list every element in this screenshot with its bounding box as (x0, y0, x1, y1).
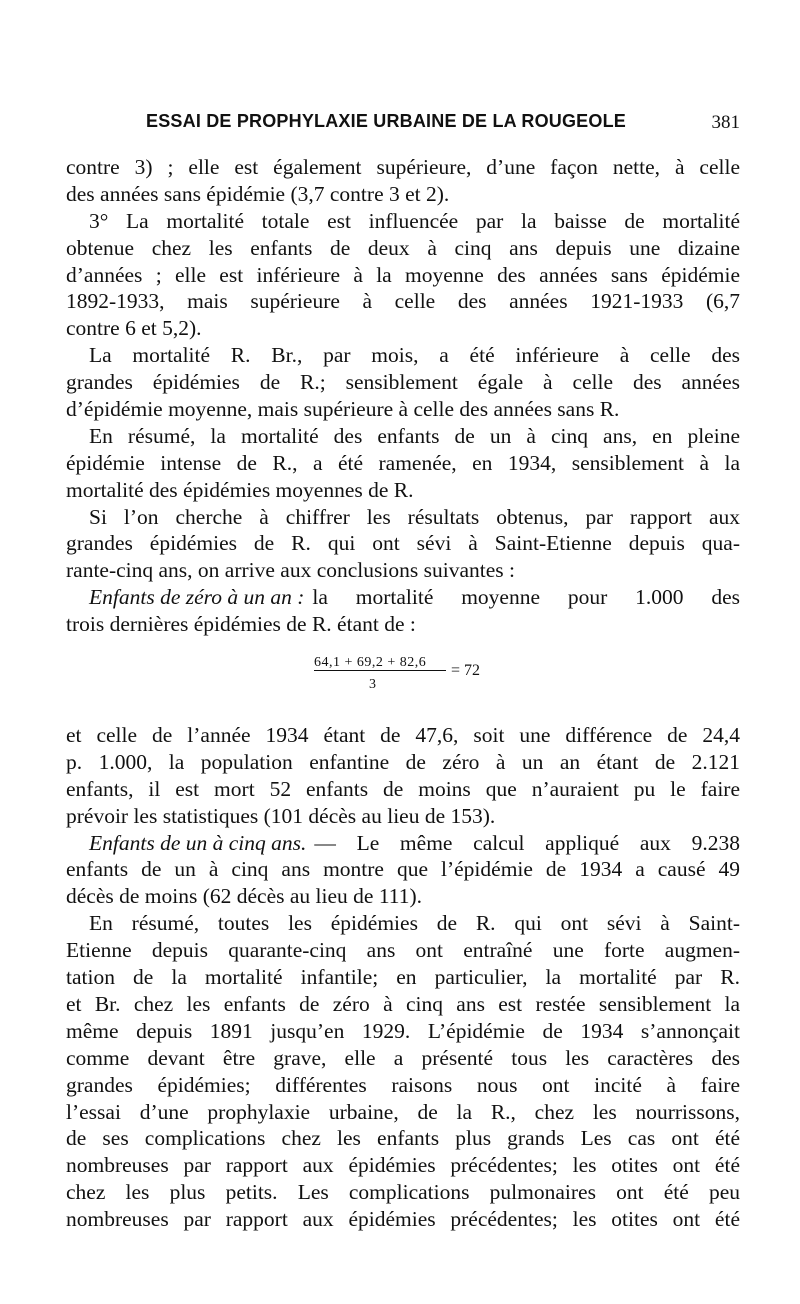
text-line (66, 504, 740, 531)
text-line (66, 396, 740, 423)
text-line (66, 1206, 740, 1233)
average-formula (66, 648, 740, 718)
line-text: trois dernières épidémies de R. étant de : (66, 612, 416, 637)
paragraphs-after-formula (66, 722, 740, 1233)
line-text: l’essai d’une prophylaxie urbaine, de la R., chez les nourrissons, (66, 1099, 740, 1124)
text-line (66, 937, 740, 964)
line-text: grandes épidémies de R. qui ont sévi à Saint-Etienne depuis qua- (66, 531, 740, 556)
line-text: des années sans épidémie (3,7 contre 3 et 2). (66, 181, 450, 206)
line-text: comme devant être grave, elle a présenté tous les caractères des (66, 1045, 740, 1070)
line-text: la mortalité moyenne pour 1.000 des (312, 585, 740, 610)
text-line (66, 910, 740, 937)
line-text: rante-cinq ans, on arrive aux conclusions suivantes : (66, 558, 515, 583)
text-line (66, 722, 740, 749)
text-line (66, 1072, 740, 1099)
line-text: grandes épidémies; différentes raisons nous ont incité à faire (66, 1072, 740, 1097)
text-line (66, 1125, 740, 1152)
italic-lead: Enfants de un à cinq ans. (89, 830, 307, 855)
text-line (66, 1152, 740, 1179)
line-text: chez les plus petits. Les complications pulmonaires ont été peu (66, 1180, 740, 1205)
line-text: de ses complications chez les enfants plus grands Les cas ont été (66, 1126, 740, 1151)
text-line (66, 803, 740, 830)
line-text: Etienne depuis quarante-cinq ans ont entraîné une forte augmen- (66, 938, 740, 963)
text-line (66, 423, 740, 450)
line-text: La mortalité R. Br., par mois, a été inférieure à celle des (89, 343, 740, 368)
line-text: d’épidémie moyenne, mais supérieure à celle des années sans R. (66, 397, 620, 422)
text-line (66, 1018, 740, 1045)
running-title: ESSAI DE PROPHYLAXIE URBAINE DE LA ROUGEOLE (146, 111, 626, 131)
text-line (66, 262, 740, 289)
text-line (66, 749, 740, 776)
text-line (66, 1045, 740, 1072)
text-line (66, 315, 740, 342)
line-text: mortalité des épidémies moyennes de R. (66, 477, 414, 502)
line-text: En résumé, toutes les épidémies de R. qui ont sévi à Saint- (89, 911, 740, 936)
line-text: obtenue chez les enfants de deux à cinq ans depuis une dizaine (66, 235, 740, 260)
line-text: grandes épidémies de R.; sensiblement égale à celle des années (66, 370, 740, 395)
line-text: d’années ; elle est inférieure à la moyenne des années sans épidémie (66, 262, 740, 287)
line-text: enfants, il est mort 52 enfants de moins que n’auraient pu le faire (66, 776, 740, 801)
line-text: contre 3) ; elle est également supérieure, d’une façon nette, à celle (66, 155, 740, 179)
fraction-bar (314, 670, 446, 671)
line-text: nombreuses par rapport aux épidémies précédentes; les otites ont été (66, 1153, 740, 1178)
italic-lead: Enfants de zéro à un an : (89, 585, 305, 610)
text-line (66, 1179, 740, 1206)
body-text (66, 154, 740, 1233)
text-line (66, 584, 740, 611)
line-text: 3° La mortalité totale est influencée par la baisse de mortalité (89, 208, 740, 233)
text-line (66, 530, 740, 557)
line-text: et celle de l’année 1934 étant de 47,6, soit une différence de 24,4 (66, 723, 740, 748)
formula-numerator: 64,1 + 69,2 + 82,6 (314, 655, 427, 671)
text-line (66, 611, 740, 638)
text-line (66, 369, 740, 396)
formula-denominator: 3 (369, 677, 376, 693)
page-number: 381 (711, 112, 740, 133)
line-text: nombreuses par rapport aux épidémies précédentes; les otites ont été (66, 1207, 740, 1232)
running-header (66, 111, 744, 139)
line-text: même depuis 1891 jusqu’en 1929. L’épidémie de 1934 s’annonçait (66, 1018, 740, 1043)
text-line (66, 288, 740, 315)
text-line (66, 856, 740, 883)
text-line (66, 208, 740, 235)
line-text: épidémie intense de R., a été ramenée, en 1934, sensiblement à la (66, 450, 740, 475)
text-line (66, 1099, 740, 1126)
line-text: contre 6 et 5,2). (66, 316, 202, 341)
paragraphs-before-formula (66, 154, 740, 638)
line-text: et Br. chez les enfants de zéro à cinq ans est restée sensiblement la (66, 991, 740, 1016)
text-line (66, 342, 740, 369)
text-line (66, 991, 740, 1018)
text-line (66, 477, 740, 504)
text-line (66, 964, 740, 991)
text-line (66, 181, 740, 208)
line-text: décès de moins (62 décès au lieu de 111). (66, 884, 423, 909)
text-line (66, 154, 740, 181)
line-text: 1892-1933, mais supérieure à celle des années 1921-1933 (6,7 (66, 289, 740, 314)
text-line (66, 450, 740, 477)
text-line (66, 776, 740, 803)
formula-result: = 72 (451, 662, 481, 680)
text-line (66, 557, 740, 584)
text-line (66, 883, 740, 910)
text-line (66, 235, 740, 262)
line-text: — Le même calcul appliqué aux 9.238 (314, 830, 740, 855)
line-text: tation de la mortalité infantile; en particulier, la mortalité par R. (66, 965, 740, 990)
line-text: En résumé, la mortalité des enfants de un à cinq ans, en pleine (89, 423, 740, 448)
line-text: prévoir les statistiques (101 décès au lieu de 153). (66, 803, 496, 828)
line-text: Si l’on cherche à chiffrer les résultats obtenus, par rapport aux (89, 504, 740, 529)
line-text: enfants de un à cinq ans montre que l’épidémie de 1934 a causé 49 (66, 857, 740, 882)
text-line (66, 830, 740, 857)
line-text: p. 1.000, la population enfantine de zéro à un an étant de 2.121 (66, 749, 740, 774)
